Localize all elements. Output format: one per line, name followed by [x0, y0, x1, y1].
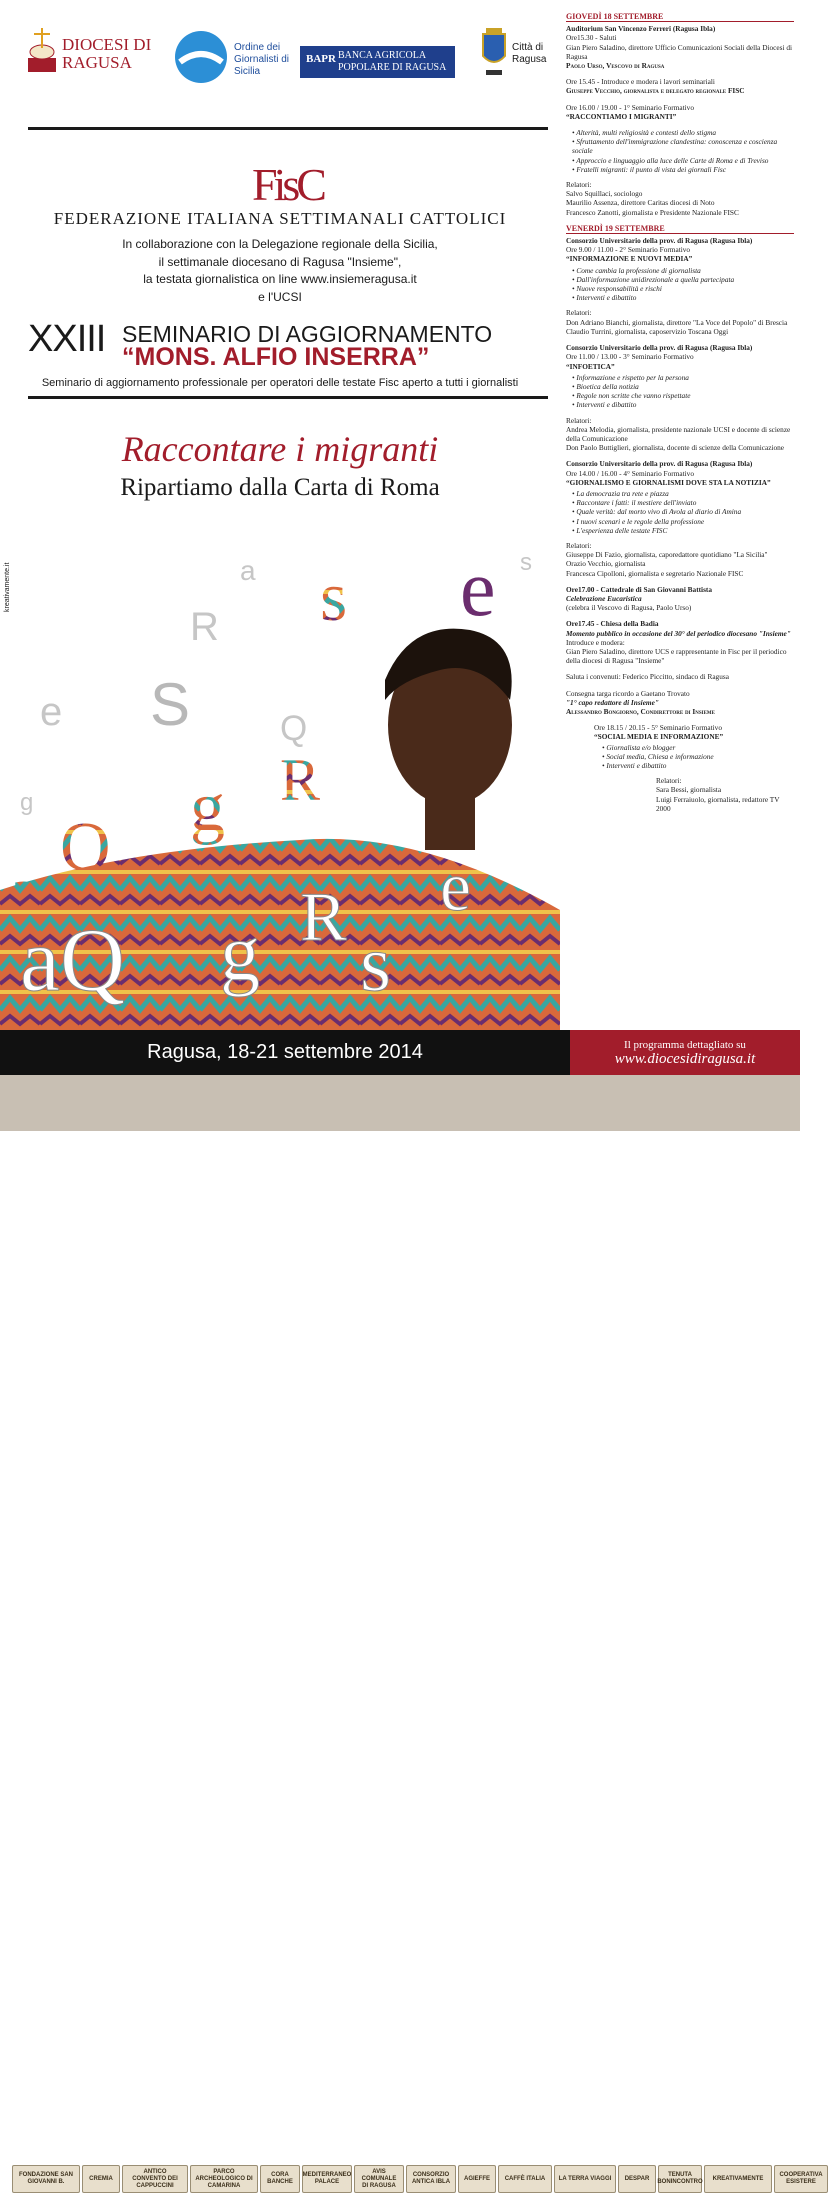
sponsor-car: PARCO ARCHEOLOGICO DI CAMARINA — [190, 2165, 258, 2193]
svg-text:a: a — [240, 555, 256, 586]
d3-rel-1: Andrea Melodia, giornalista, presidente nazionale UCSI e docente di scienze della Comunicazione — [566, 424, 791, 443]
list-item: • L'esperienza delle testate FISC — [572, 526, 794, 535]
d1-moderator: Giuseppe Vecchio, giornalista e delegato regionale FISC — [566, 86, 745, 96]
d3-time: Ore 11.00 / 13.00 - 3° Seminario Formativo — [566, 352, 694, 362]
d1-speaker-2: Paolo Urso, Vescovo di Ragusa — [566, 61, 665, 71]
seminar-title: SEMINARIO DI AGGIORNAMENTO — [122, 321, 493, 347]
day-heading-1: GIOVEDÌ 18 SETTEMBRE — [566, 12, 794, 22]
svg-text:S: S — [150, 671, 191, 738]
d3-topics — [566, 373, 794, 410]
d5-title: “SOCIAL MEDIA E INFORMAZIONE” — [594, 732, 724, 742]
fisc-logo: FisC — [252, 159, 323, 210]
list-item: • Alterità, multi religiosità e contesti dello stigma — [572, 128, 794, 137]
sponsor-car: CORA BANCHE — [260, 2165, 300, 2193]
sponsor-car: CREMIA — [82, 2165, 120, 2193]
e2-award-title: "1° capo redattore di Insieme" — [566, 697, 659, 707]
d1-rel-1: Salvo Squillaci, sociologo — [566, 189, 643, 199]
d3-rel-2: Don Paolo Buttiglieri, giornalista, docente di scienze della Comunicazione — [566, 443, 785, 453]
sponsor-car: DESPAR — [618, 2165, 656, 2193]
seminar-subtitle: Seminario di aggiornamento professionale per operatori delle testate Fisc aperto a tutti i giornalisti — [41, 377, 519, 389]
d2-time: Ore 9.00 / 11.00 - 2° Seminario Formativo — [566, 245, 691, 255]
svg-text:e: e — [440, 849, 472, 926]
sponsor-car: LA TERRA VIAGGI — [554, 2165, 616, 2193]
list-item: • Interventi e dibattito — [572, 400, 794, 409]
svg-text:R: R — [280, 747, 321, 813]
d1-rel-label: Relatori: — [566, 180, 592, 190]
main-subtitle: Ripartiamo dalla Carta di Roma — [120, 474, 440, 501]
collab-line-4: e l'UCSI — [258, 289, 302, 304]
sponsor-car: AGIEFFE — [458, 2165, 496, 2193]
d4-time: Ore 14.00 / 16.00 - 4° Seminario Formativo — [566, 468, 694, 478]
e2-intro: Introduce e modera: — [566, 637, 625, 647]
migrant-illustration — [0, 510, 560, 1030]
sponsor-car: COOPERATIVA ESISTERE — [774, 2165, 828, 2193]
d1-intro: Ore 15.45 - Introduce e modera i lavori seminariali — [566, 77, 715, 87]
poster-main — [0, 0, 560, 1030]
sponsor-car: KREATIVAMENTE — [704, 2165, 772, 2193]
d4-rel-3: Francesca Cipolloni, giornalista e segretario Nazionale FISC — [566, 568, 744, 578]
d5-time: Ore 18.15 / 20.15 - 5° Seminario Formativo — [594, 723, 722, 733]
list-item: • I nuovi scenari e le regole della professione — [572, 517, 794, 526]
svg-text:Q: Q — [280, 709, 308, 748]
sponsor-car: FONDAZIONE SAN GIOVANNI B. — [12, 2165, 80, 2193]
svg-text:g: g — [20, 789, 34, 816]
logo-strip — [22, 24, 552, 104]
website-label: Il programma dettagliato su — [624, 1039, 746, 1051]
svg-text:R: R — [190, 605, 219, 649]
svg-text:R: R — [300, 879, 347, 956]
e1-title: Ore17.00 - Cattedrale di San Giovanni Battista — [566, 584, 713, 594]
e1-sub: Celebrazione Eucaristica — [566, 593, 642, 603]
collab-line-2: il settimanale diocesano di Ragusa "Insieme", — [158, 254, 402, 269]
banca-logo — [300, 46, 455, 78]
program-column — [566, 12, 794, 1022]
sponsor-car: AVIS COMUNALE DI RAGUSA — [354, 2165, 404, 2193]
d1-place: Auditorium San Vincenzo Ferreri (Ragusa Ibla) — [566, 24, 716, 34]
list-item: • Sfruttamento dell'immigrazione clandestina: conoscenza e coscienza sociale — [572, 137, 794, 155]
sponsor-car: CONSORZIO ANTICA IBLA — [406, 2165, 456, 2193]
sponsor-car: ANTICO CONVENTO DEI CAPPUCCINI — [122, 2165, 188, 2193]
list-item: • Come cambia la professione di giornalista — [572, 266, 794, 275]
diocesi-name: DIOCESI DI RAGUSA — [62, 35, 152, 72]
collaboration-text — [0, 236, 560, 306]
svg-text:s: s — [360, 920, 392, 1008]
list-item: • Bioetica della notizia — [572, 382, 794, 391]
list-item: • Regole non scritte che vanno rispettate — [572, 391, 794, 400]
website-link[interactable]: www.diocesidiragusa.it — [614, 1051, 756, 1067]
d5-rel-2: Luigi Ferraiuolo, giornalista, redattore TV 2000 — [656, 794, 780, 813]
d2-title: “INFORMAZIONE E NUOVI MEDIA” — [566, 254, 693, 264]
list-item: • Approccio e linguaggio alla luce delle Carte di Roma e di Treviso — [572, 156, 794, 165]
d3-title: “INFOETICA” — [566, 361, 615, 371]
banca-mark: BAPR — [306, 53, 336, 65]
e2-award: Consegna targa ricordo a Gaetano Trovato — [566, 688, 690, 698]
e2-sub: Momento pubblico in occasione del 30° del periodico diocesano "Insieme" — [566, 628, 791, 638]
d2-rel-1: Don Adriano Bianchi, giornalista, direttore "La Voce del Popolo" di Brescia — [566, 317, 788, 327]
list-item: • La democrazia tra rete e piazza — [572, 489, 794, 498]
sponsor-train — [0, 1075, 823, 2189]
d1-rel-2: Maurilio Assenza, direttore Caritas diocesi di Noto — [566, 198, 715, 208]
d4-rel-2: Orazio Vecchio, giornalista — [566, 559, 646, 569]
banca-name: BANCA AGRICOLA POPOLARE DI RAGUSA — [338, 50, 447, 73]
main-title: Raccontare i migranti — [121, 429, 439, 469]
svg-text:s: s — [320, 559, 348, 636]
d2-topics — [566, 266, 794, 303]
d4-rel-1: Giuseppe Di Fazio, giornalista, caporedattore quotidiano "La Sicilia" — [566, 550, 768, 560]
federazione-heading: FEDERAZIONE ITALIANA SETTIMANALI CATTOLICI — [53, 209, 507, 228]
svg-text:e: e — [460, 545, 496, 633]
date-banner: Ragusa, 18-21 settembre 2014 — [0, 1030, 570, 1075]
svg-text:e: e — [40, 690, 63, 734]
sponsor-cars — [12, 2165, 828, 2195]
list-item: • Nuove responsabilità e rischi — [572, 284, 794, 293]
collab-line-3: la testata giornalistica on line www.insiemeragusa.it — [143, 272, 417, 286]
design-credit: kreativamente.it — [4, 562, 11, 612]
d1-time: Ore15.30 - Saluti — [566, 33, 617, 43]
d5-topics — [566, 743, 794, 771]
list-item: • Fratelli migranti: il punto di vista dei giornali Fisc — [572, 165, 794, 174]
sponsor-car: MEDITERRANEO PALACE — [302, 2165, 352, 2193]
svg-text:aQ: aQ — [20, 911, 125, 1010]
d4-rel-label: Relatori: — [566, 540, 592, 550]
d4-title: “GIORNALISMO E GIORNALISMI DOVE STA LA NOTIZIA” — [566, 477, 771, 487]
list-item: • Raccontare i fatti: il mestiere dell'inviato — [572, 498, 794, 507]
crest-icon — [480, 26, 508, 76]
d1-topics — [566, 128, 794, 174]
top-divider — [28, 127, 548, 130]
d1-speaker-1: Gian Piero Saladino, direttore Ufficio Comunicazioni Sociali della Diocesi di Ragusa — [566, 42, 793, 61]
e2-greeting: Saluta i convenuti: Federico Piccitto, sindaco di Ragusa — [566, 672, 729, 682]
list-item: • Dall'informazione unidirezionale a quella partecipata — [572, 275, 794, 284]
ordine-icon — [172, 28, 230, 86]
e2-moderator: Gian Piero Saladino, direttore UCS e rappresentante in Fisc per il periodico della diocesi di Ragusa "Insieme" — [566, 646, 787, 666]
list-item: • Informazione e rispetto per la persona — [572, 373, 794, 382]
citta-name: Città di Ragusa — [512, 42, 547, 65]
collab-line-1: In collaborazione con la Delegazione regionale della Sicilia, — [122, 237, 438, 251]
mid-divider — [28, 396, 548, 399]
d4-place: Consorzio Universitario della prov. di Ragusa (Ragusa Ibla) — [566, 459, 753, 469]
d1-rel-3: Francesco Zanotti, giornalista e Presidente Nazionale FISC — [566, 207, 739, 217]
e1-note: (celebra il Vescovo di Ragusa, Paolo Urso) — [566, 603, 692, 613]
e2-title: Ore17.45 - Chiesa della Badia — [566, 619, 659, 629]
list-item: • Quale verità: dal morto vivo di Avola al diario di Amina — [572, 507, 794, 516]
d3-rel-label: Relatori: — [566, 415, 592, 425]
svg-text:Q: Q — [60, 809, 111, 886]
d2-rel-label: Relatori: — [566, 308, 592, 318]
website-banner[interactable] — [570, 1030, 800, 1075]
neck-shape — [425, 795, 475, 850]
d5-rel-label: Relatori: — [656, 776, 682, 786]
sponsor-car: CAFFÈ ITALIA — [498, 2165, 552, 2193]
sponsor-car: TENUTA BONINCONTRO — [658, 2165, 702, 2193]
seminar-number: XXIII — [28, 318, 106, 360]
d4-topics — [566, 489, 794, 535]
list-item: • Giornalista e/o blogger — [602, 743, 794, 752]
d1-seminar-time: Ore 16.00 / 19.00 - 1° Seminario Formativo — [566, 102, 694, 112]
day-heading-2: VENERDÌ 19 SETTEMBRE — [566, 224, 794, 234]
giornalisti-name: Ordine dei Giornalisti di Sicilia — [234, 42, 290, 77]
d2-rel-2: Claudio Turrini, giornalista, caposervizio Toscana Oggi — [566, 326, 729, 336]
d5-rel-1: Sara Bessi, giornalista — [656, 785, 722, 795]
d3-place: Consorzio Universitario della prov. di Ragusa (Ragusa Ibla) — [566, 343, 753, 353]
d1-seminar-title: “RACCONTIAMO I MIGRANTI” — [566, 111, 677, 121]
list-item: • Interventi e dibattito — [602, 761, 794, 770]
e2-presenter: Alessandro Bongiorno, Condirettore di Insieme — [566, 707, 715, 716]
svg-text:g: g — [190, 769, 225, 846]
seminar-dedication: “MONS. ALFIO INSERRA” — [122, 343, 430, 371]
lamb-icon — [24, 26, 60, 76]
svg-text:a: a — [10, 857, 37, 923]
d2-place: Consorzio Universitario della prov. di Ragusa (Ragusa Ibla) — [566, 236, 753, 246]
svg-text:s: s — [520, 549, 532, 576]
list-item: • Social media, Chiesa e informazione — [602, 752, 794, 761]
svg-text:g: g — [220, 910, 260, 998]
list-item: • Interventi e dibattito — [572, 293, 794, 302]
